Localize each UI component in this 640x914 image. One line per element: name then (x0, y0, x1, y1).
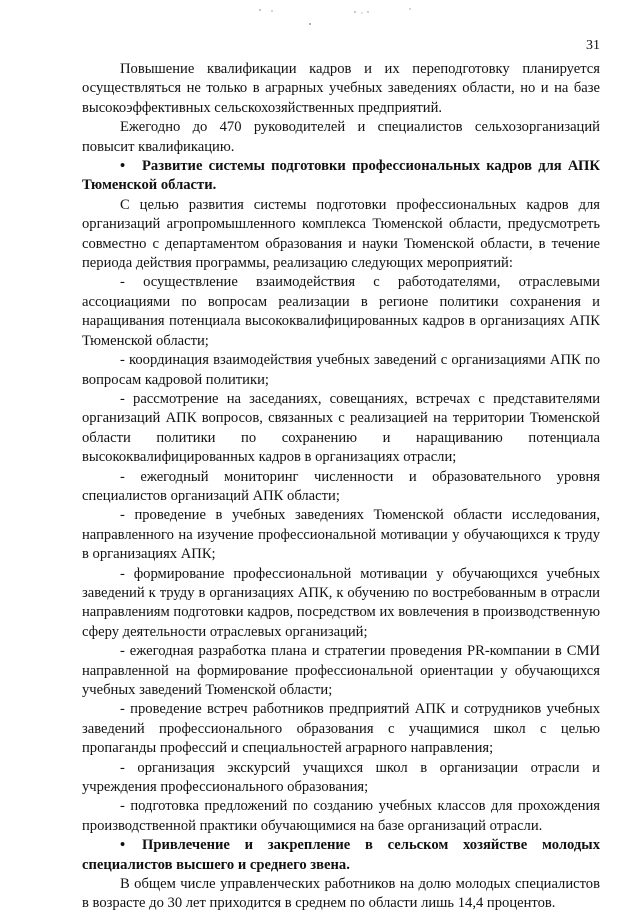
paragraph: С целью развития системы подготовки профессиональных кадров для организаций агропромышленного комплекса Тюменской области, предусмотреть совместно с департаментом образования и науки Тюменской области, в течение периода действия программы, реализацию следующих мероприятий: (82, 196, 600, 272)
page-number: 31 (586, 38, 600, 53)
list-item: - проведение в учебных заведениях Тюменской области исследования, направленного на изучение профессиональной мотивации у обучающихся к труду в организациях АПК; (82, 507, 600, 563)
list-item: - формирование профессиональной мотивации у обучающихся учебных заведений к труду в организациях АПК, к обучению по востребованным в отрасли направлениям подготовки кадров, посредством их вовлечения в производственную сферу деятельности отраслевых организаций; (82, 565, 600, 640)
section-heading-text: Привлечение и закрепление в сельском хозяйстве молодых специалистов высшего и среднего звена. (82, 837, 600, 873)
bullet-icon: • (120, 837, 126, 854)
section-heading (82, 157, 600, 196)
list-item: - рассмотрение на заседаниях, совещаниях, встречах с представителями организаций АПК вопросов, связанных с реализацией на территории Тюменской области политики по сохранению и наращиванию потенциала высококвалифицированных кадров в организациях отрасли; (82, 390, 600, 466)
section-heading-text: Развитие системы подготовки профессиональных кадров для АПК Тюменской области. (82, 158, 600, 194)
list-item: - ежегодная разработка плана и стратегии проведения PR-компании в СМИ направленной на формирование профессиональной ориентации у обучающихся учебных заведений Тюменской области; (82, 643, 600, 698)
list-item: - организация экскурсий учащихся школ в организации отрасли и учреждения профессионального образования; (82, 759, 600, 796)
paragraph: В общем числе управленческих работников на долю молодых специалистов в возрасте до 30 лет приходится в среднем по области лишь 14,4 процентов. (82, 876, 600, 912)
list-item: - координация взаимодействия учебных заведений с организациями АПК по вопросам кадровой политики; (82, 352, 600, 388)
bullet-icon: • (120, 158, 126, 175)
list-item: - осуществление взаимодействия с работодателями, отраслевыми ассоциациями по вопросам реализации в регионе политики сохранения и наращивания потенциала высококвалифицированных кадров в организациях АПК Тюменской области; (82, 274, 600, 349)
list-item: - проведение встреч работников предприятий АПК и сотрудников учебных заведений профессионального образования с учащимися школ с целью пропаганды профессий и специальностей аграрного направления; (82, 701, 600, 757)
scan-specks (250, 6, 450, 30)
section-heading (82, 836, 600, 875)
list-item: - ежегодный мониторинг численности и образовательного уровня специалистов организаций АПК области; (82, 468, 600, 504)
paragraph: Ежегодно до 470 руководителей и специалистов сельхозорганизаций повысит квалификацию. (82, 119, 600, 155)
document-body (82, 60, 600, 914)
paragraph: Повышение квалификации кадров и их переподготовку планируется осуществляться не только в аграрных учебных заведениях области, но и на базе высокоэффективных сельскохозяйственных предприятий. (82, 61, 600, 116)
list-item: - подготовка предложений по созданию учебных классов для прохождения производственной практики обучающимися на базе организаций отрасли. (82, 798, 600, 834)
